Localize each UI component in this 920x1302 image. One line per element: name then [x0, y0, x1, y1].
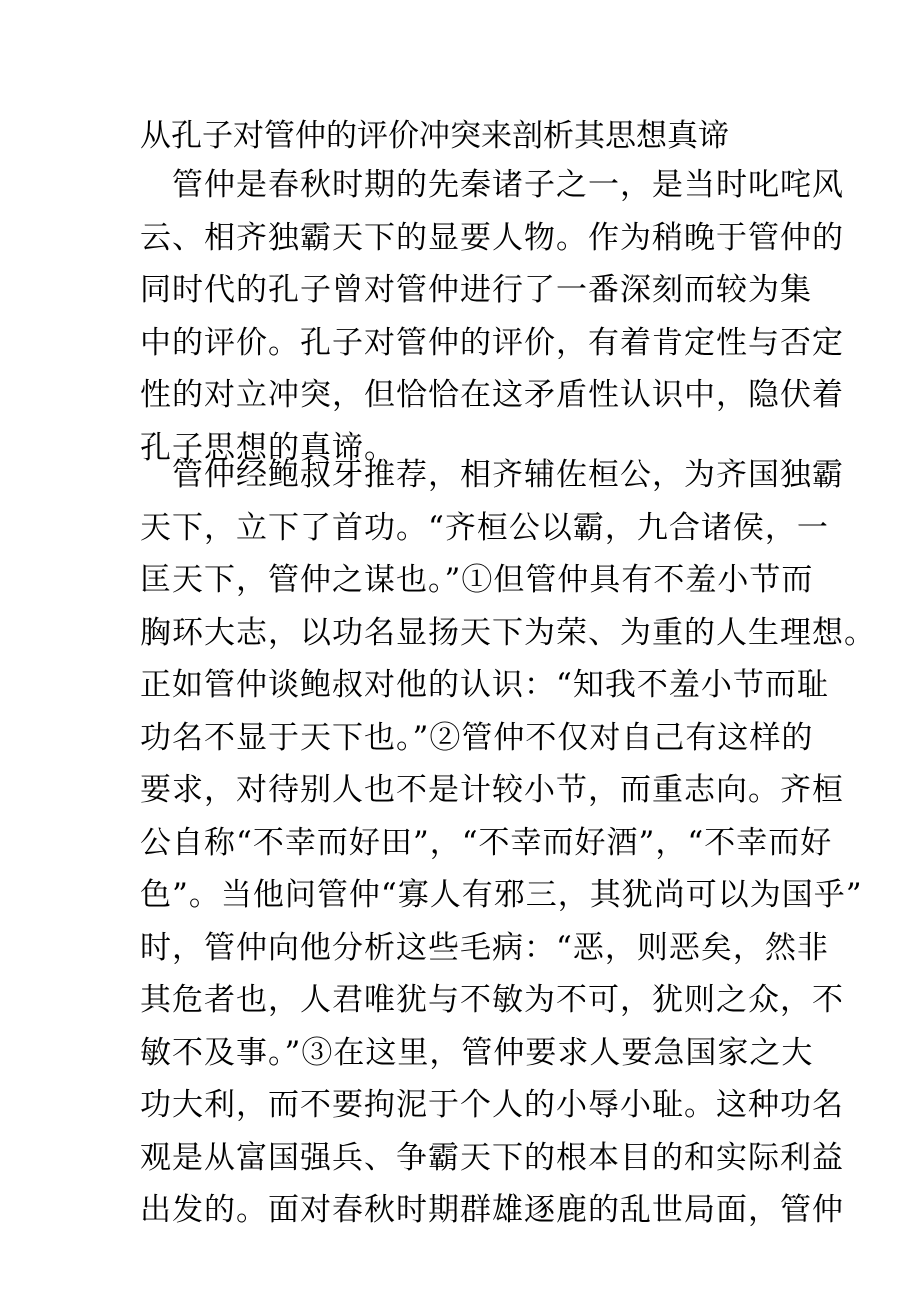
paragraph-line: 天下，立下了首功。“齐桓公以霸，九合诸侯，一 — [140, 509, 829, 546]
paragraph-line: 同时代的孔子曾对管仲进行了一番深刻而较为集 — [140, 272, 812, 308]
paragraph-2 — [140, 449, 876, 1237]
document-title: 从孔子对管仲的评价冲突来剖析其思想真谛 — [140, 118, 729, 154]
paragraph-line: 其危者也，人君唯犹与不敏为不可，犹则之众，不 — [140, 982, 844, 1018]
paragraph-line: 要求，对待别人也不是计较小节，而重志向。齐桓 — [140, 772, 844, 808]
paragraph-line: 中的评价。孔子对管仲的评价，有着肯定性与否定 — [140, 324, 844, 361]
paragraph-1 — [140, 159, 844, 474]
paragraph-line: 出发的。面对春秋时期群雄逐鹿的乱世局面，管仲 — [140, 1192, 844, 1228]
paragraph-line: 观是从富国强兵、争霸天下的根本目的和实际利益 — [140, 1139, 844, 1176]
paragraph-line: 云、相齐独霸天下的显要人物。作为稍晚于管仲的 — [140, 219, 844, 256]
paragraph-line: 功名不显于天下也。”②管仲不仅对自己有这样的 — [140, 719, 814, 756]
paragraph-line: 敏不及事。”③在这里，管仲要求人要急国家之大 — [140, 1034, 814, 1071]
paragraph-line: 胸环大志，以功名显扬天下为荣、为重的人生理想。 — [140, 614, 876, 651]
paragraph-line: 匡天下，管仲之谋也。”①但管仲具有不羞小节而 — [140, 562, 814, 598]
paragraph-line: 管仲经鲍叔牙推荐，相齐辅佐桓公，为齐国独霸 — [172, 457, 844, 493]
paragraph-line: 时，管仲向他分析这些毛病：“恶，则恶矣，然非 — [140, 929, 829, 966]
paragraph-line: 性的对立冲突，但恰恰在这矛盾性认识中，隐伏着 — [140, 377, 844, 413]
paragraph-line: 正如管仲谈鲍叔对他的认识：“知我不羞小节而耻 — [140, 667, 829, 703]
paragraph-line: 孔子思想的真谛。 — [140, 429, 396, 466]
paragraph-line: 管仲是春秋时期的先秦诸子之一，是当时叱咤风 — [172, 167, 844, 203]
paragraph-line: 公自称“不幸而好田”，“不幸而好酒”，“不幸而好 — [140, 824, 833, 861]
paragraph-line: 功大利，而不要拘泥于个人的小辱小耻。这种功名 — [140, 1087, 844, 1123]
paragraph-line: 色”。当他问管仲“寡人有邪三，其犹尚可以为国乎” — [140, 877, 863, 913]
